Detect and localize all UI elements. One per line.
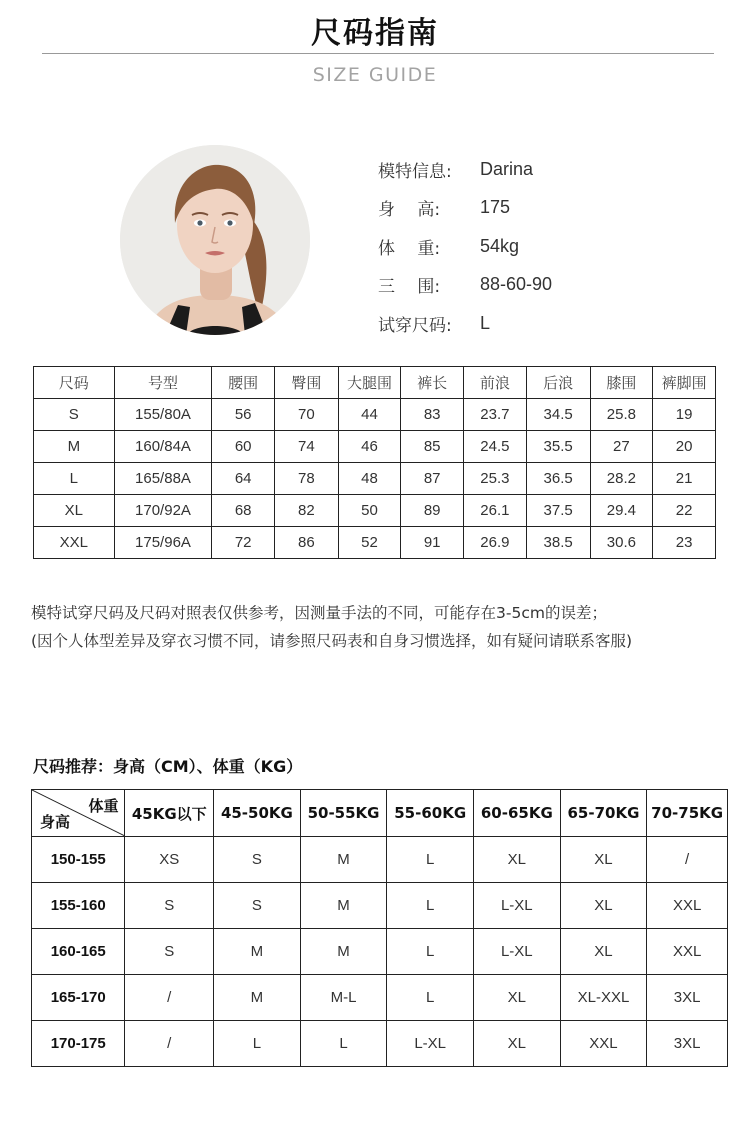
size-cell: L bbox=[387, 883, 474, 929]
table-cell: M bbox=[34, 431, 115, 463]
table-cell: 28.2 bbox=[590, 463, 653, 495]
model-measurements-row bbox=[378, 266, 552, 305]
header-cell: 裤脚围 bbox=[653, 367, 716, 399]
model-height-row bbox=[378, 189, 552, 228]
model-trial-size-label: 试穿尺码: bbox=[378, 315, 452, 336]
table-cell: 50 bbox=[338, 495, 401, 527]
size-cell: XXL bbox=[560, 1021, 647, 1067]
header-cell: 尺码 bbox=[34, 367, 115, 399]
table-cell: L bbox=[34, 463, 115, 495]
size-chart-header-row bbox=[34, 367, 716, 399]
size-cell: 3XL bbox=[647, 1021, 728, 1067]
size-chart-table bbox=[33, 366, 716, 559]
table-cell: 70 bbox=[275, 399, 339, 431]
size-cell: L bbox=[387, 837, 474, 883]
model-weight-row bbox=[378, 227, 552, 266]
table-cell: 74 bbox=[275, 431, 339, 463]
table-cell: 86 bbox=[275, 527, 339, 559]
size-cell: XXL bbox=[647, 883, 728, 929]
model-height-label: 身 高: bbox=[378, 200, 441, 221]
size-cell: M-L bbox=[300, 975, 387, 1021]
table-cell: 87 bbox=[401, 463, 464, 495]
size-cell: L-XL bbox=[474, 929, 561, 975]
size-cell: M bbox=[300, 929, 387, 975]
table-cell: 170/92A bbox=[114, 495, 212, 527]
title-divider bbox=[42, 53, 714, 54]
height-cell: 165-170 bbox=[32, 975, 125, 1021]
weight-header-cell: 55-60KG bbox=[387, 790, 474, 837]
table-row bbox=[32, 837, 728, 883]
size-cell: S bbox=[125, 883, 214, 929]
page-subtitle: SIZE GUIDE bbox=[312, 64, 438, 86]
table-cell: 175/96A bbox=[114, 527, 212, 559]
size-cell: M bbox=[300, 837, 387, 883]
header-cell: 后浪 bbox=[526, 367, 590, 399]
recommendation-title: 尺码推荐：身高（CM）、体重（KG） bbox=[33, 757, 303, 776]
model-name-value: Darina bbox=[480, 158, 534, 179]
table-cell: 20 bbox=[653, 431, 716, 463]
table-cell: 23 bbox=[653, 527, 716, 559]
size-cell: XL bbox=[474, 975, 561, 1021]
table-cell: 48 bbox=[338, 463, 401, 495]
height-cell: 170-175 bbox=[32, 1021, 125, 1067]
corner-header-cell bbox=[32, 790, 125, 837]
table-cell: 26.9 bbox=[464, 527, 527, 559]
table-cell: 82 bbox=[275, 495, 339, 527]
table-row bbox=[32, 883, 728, 929]
table-cell: 30.6 bbox=[590, 527, 653, 559]
model-name-label: 模特信息: bbox=[378, 161, 452, 182]
disclaimer-note: 模特试穿尺码及尺码对照表仅供参考，因测量手法的不同，可能存在3-5cm的误差； bbox=[31, 604, 607, 622]
size-cell: XL bbox=[560, 929, 647, 975]
model-trial-size-row bbox=[378, 304, 552, 343]
table-cell: XL bbox=[34, 495, 115, 527]
size-cell: XS bbox=[125, 837, 214, 883]
size-cell: L-XL bbox=[387, 1021, 474, 1067]
size-cell: / bbox=[125, 975, 214, 1021]
model-weight-value: 54kg bbox=[480, 235, 520, 256]
weight-header-cell: 45KG以下 bbox=[125, 790, 214, 837]
size-cell: M bbox=[214, 975, 301, 1021]
table-cell: 27 bbox=[590, 431, 653, 463]
size-cell: S bbox=[125, 929, 214, 975]
table-cell: 25.3 bbox=[464, 463, 527, 495]
size-cell: XL bbox=[474, 837, 561, 883]
model-measurements-value: 88-60-90 bbox=[480, 274, 553, 295]
table-row bbox=[32, 975, 728, 1021]
table-row bbox=[34, 463, 716, 495]
height-cell: 150-155 bbox=[32, 837, 125, 883]
disclaimer-note-secondary: (因个人体型差异及穿衣习惯不同，请参照尺码表和自身习惯选择，如有疑问请联系客服) bbox=[31, 632, 633, 650]
weight-header-cell: 50-55KG bbox=[300, 790, 387, 837]
size-cell: L bbox=[387, 975, 474, 1021]
table-cell: 21 bbox=[653, 463, 716, 495]
model-name-row bbox=[378, 150, 552, 189]
recommendation-header-row bbox=[32, 790, 728, 837]
table-cell: 44 bbox=[338, 399, 401, 431]
table-row bbox=[34, 399, 716, 431]
size-cell: M bbox=[300, 883, 387, 929]
model-portrait-illustration bbox=[120, 145, 310, 335]
table-cell: 37.5 bbox=[526, 495, 590, 527]
table-row bbox=[32, 929, 728, 975]
table-cell: 35.5 bbox=[526, 431, 590, 463]
header-cell: 腰围 bbox=[212, 367, 275, 399]
table-cell: 83 bbox=[401, 399, 464, 431]
table-cell: XXL bbox=[34, 527, 115, 559]
table-cell: 26.1 bbox=[464, 495, 527, 527]
header-cell: 大腿围 bbox=[338, 367, 401, 399]
weight-header-cell: 60-65KG bbox=[474, 790, 561, 837]
page-title: 尺码指南 bbox=[311, 16, 439, 51]
size-cell: L-XL bbox=[474, 883, 561, 929]
table-cell: 85 bbox=[401, 431, 464, 463]
size-cell: S bbox=[214, 837, 301, 883]
size-cell: XL bbox=[560, 837, 647, 883]
weight-header-cell: 65-70KG bbox=[560, 790, 647, 837]
table-cell: 68 bbox=[212, 495, 275, 527]
height-axis-label: 身高 bbox=[40, 813, 71, 831]
header-cell: 前浪 bbox=[464, 367, 527, 399]
table-cell: 29.4 bbox=[590, 495, 653, 527]
table-cell: 52 bbox=[338, 527, 401, 559]
weight-axis-label: 体重 bbox=[88, 797, 119, 815]
height-cell: 160-165 bbox=[32, 929, 125, 975]
size-cell: L bbox=[387, 929, 474, 975]
size-cell: XL bbox=[560, 883, 647, 929]
size-cell: / bbox=[647, 837, 728, 883]
table-cell: 38.5 bbox=[526, 527, 590, 559]
height-cell: 155-160 bbox=[32, 883, 125, 929]
size-cell: L bbox=[300, 1021, 387, 1067]
table-cell: 64 bbox=[212, 463, 275, 495]
header-cell: 臀围 bbox=[275, 367, 339, 399]
size-cell: M bbox=[214, 929, 301, 975]
size-cell: XL-XXL bbox=[560, 975, 647, 1021]
table-row bbox=[34, 495, 716, 527]
size-cell: S bbox=[214, 883, 301, 929]
table-cell: 60 bbox=[212, 431, 275, 463]
model-photo bbox=[120, 145, 310, 335]
table-cell: 91 bbox=[401, 527, 464, 559]
size-recommendation-table bbox=[31, 789, 728, 1067]
table-cell: 23.7 bbox=[464, 399, 527, 431]
table-cell: 89 bbox=[401, 495, 464, 527]
header-cell: 膝围 bbox=[590, 367, 653, 399]
table-cell: 165/88A bbox=[114, 463, 212, 495]
table-cell: 25.8 bbox=[590, 399, 653, 431]
table-row bbox=[34, 431, 716, 463]
weight-header-cell: 70-75KG bbox=[647, 790, 728, 837]
weight-header-cell: 45-50KG bbox=[214, 790, 301, 837]
table-cell: 46 bbox=[338, 431, 401, 463]
model-weight-label: 体 重: bbox=[378, 238, 441, 259]
size-cell: XXL bbox=[647, 929, 728, 975]
model-height-value: 175 bbox=[480, 197, 511, 218]
header-cell: 裤长 bbox=[401, 367, 464, 399]
table-row bbox=[34, 527, 716, 559]
size-cell: L bbox=[214, 1021, 301, 1067]
table-cell: 24.5 bbox=[464, 431, 527, 463]
model-info-list bbox=[378, 150, 552, 343]
table-cell: 34.5 bbox=[526, 399, 590, 431]
table-cell: 56 bbox=[212, 399, 275, 431]
header-cell: 号型 bbox=[114, 367, 212, 399]
table-cell: 36.5 bbox=[526, 463, 590, 495]
size-cell: / bbox=[125, 1021, 214, 1067]
table-cell: 78 bbox=[275, 463, 339, 495]
size-cell: 3XL bbox=[647, 975, 728, 1021]
table-cell: 72 bbox=[212, 527, 275, 559]
table-row bbox=[32, 1021, 728, 1067]
table-cell: 19 bbox=[653, 399, 716, 431]
size-cell: XL bbox=[474, 1021, 561, 1067]
table-cell: 155/80A bbox=[114, 399, 212, 431]
model-trial-size-value: L bbox=[480, 312, 491, 333]
table-cell: 160/84A bbox=[114, 431, 212, 463]
table-cell: S bbox=[34, 399, 115, 431]
table-cell: 22 bbox=[653, 495, 716, 527]
model-measurements-label: 三 围: bbox=[378, 277, 441, 298]
